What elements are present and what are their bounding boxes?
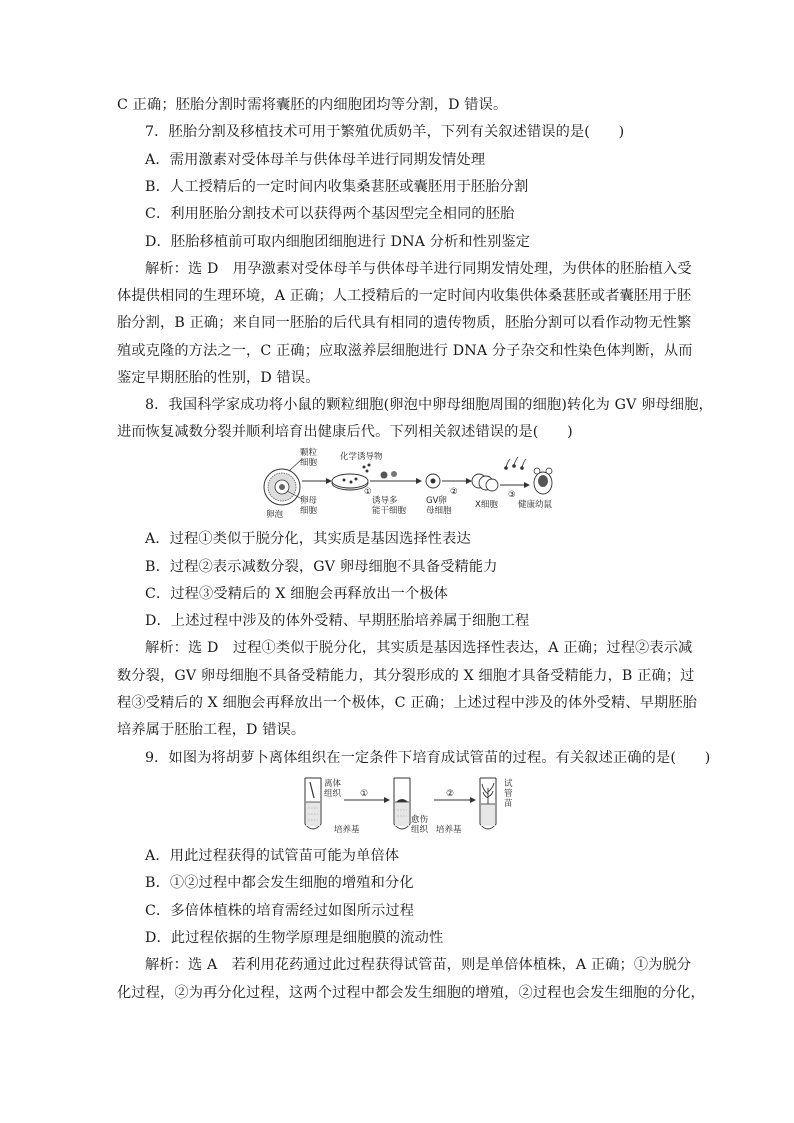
isolated-tissue-label: 离体 [324,779,342,789]
q7-option-b: B．人工授精后的一定时间内收集桑葚胚或囊胚用于胚胎分割 [145,179,529,195]
step-2-label: ② [446,789,455,799]
question-8-stem: 进而恢复减数分裂并顺利培育出健康后代。下列相关叙述错误的是( ) [117,424,573,440]
q9-option-d: D．此过程依据的生物学原理是细胞膜的流动性 [145,930,444,946]
arrow-head [466,478,472,484]
x-cell-label: X细胞 [475,500,498,510]
gv-oocyte-label: GV卵 [426,496,447,506]
oocyte-label: 卵母 [300,496,318,506]
q7-analysis-line: 解析：选 D 用孕激素对受体母羊与供体母羊进行同期发情处理，为供体的胚胎植入受 [145,261,692,277]
q8-option-d: D．上述过程中涉及的体外受精、早期胚胎培养属于细胞工程 [145,613,530,629]
q8-analysis-line: 程③受精后的 X 细胞会再释放出一个极体，C 正确；上述过程中涉及的体外受精、早期胚胎 [117,695,698,711]
q9-analysis-line: 解析：选 A 若利用花药通过此过程获得试管苗，则是单倍体植株，A 正确；①为脱分 [145,957,692,973]
q7-option-a: A．需用激素对受体母羊与供体母羊进行同期发情处理 [145,152,486,168]
arrow-head [470,797,476,803]
seedling-label: 管 [504,789,513,799]
callus-label: 愈伤 [411,815,429,825]
granulosa-label: 颗粒 [300,448,318,458]
q8-option-a: A．过程①类似于脱分化，其实质是基因选择性表达 [145,531,471,547]
tissue-culture-figure [300,772,530,836]
stem-cell-icon [381,471,398,479]
sperm-icon [504,457,526,470]
ivf-process-figure [256,445,566,523]
healthy-pup-label: 健康幼鼠 [518,500,553,510]
q7-analysis-line: 胎分割，B 正确；来自同一胚胎的后代具有相同的遗传物质，胚胎分割可以看作动物无性繁 [117,315,692,331]
medium-label: 培养基 [436,825,462,835]
step-1-label: ① [364,487,372,497]
gv-oocyte-label: 母细胞 [426,506,452,516]
q8-analysis-line: 数分裂，GV 卵母细胞不具备受精能力，其分裂形成的 X 细胞才具备受精能力，B 正确；过 [117,668,695,684]
q9-option-b: B．①②过程中都会发生细胞的增殖和分化 [145,875,414,891]
q8-option-c: C．过程③受精后的 X 细胞会再释放出一个极体 [145,586,448,602]
arrow-head [326,478,332,484]
follicle-icon [264,469,300,505]
gv-oocyte-icon [426,474,440,488]
q7-analysis-line: 体提供相同的生理环境，A 正确；人工授精后的一定时间内收集供体桑葚胚或者囊胚用于胚 [117,288,692,304]
callus-label: 组织 [411,825,429,835]
oocyte-label: 细胞 [300,506,318,516]
mouse-icon [534,468,552,494]
test-tube-3-icon [480,778,496,829]
granulosa-label: 细胞 [300,458,318,468]
step-3-label: ③ [508,490,516,500]
seedling-label: 苗 [504,799,513,809]
medium-label: 培养基 [334,825,360,835]
q8-analysis-line: 培养属于胚胎工程，D 错误。 [117,722,306,738]
q8-option-b: B．过程②表示减数分裂，GV 卵母细胞不具备受精能力 [145,559,498,575]
follicle-label: 卵泡 [266,510,284,520]
isolated-tissue-label: 组织 [324,789,342,799]
test-tube-1-icon [305,778,321,829]
q7-option-c: C．利用胚胎分割技术可以获得两个基因型完全相同的胚胎 [145,206,515,222]
q9-analysis-line: 化过程，②为再分化过程，这两个过程中都会发生细胞的增殖，②过程也会发生细胞的分化， [117,985,705,1001]
culture-dish-icon [332,474,368,490]
q7-option-d: D．胚胎移植前可取内细胞团细胞进行 DNA 分析和性别鉴定 [145,234,531,250]
arrow-head [384,797,390,803]
q7-analysis-line: 鉴定早期胚胎的性别，D 错误。 [117,370,320,386]
arrow-head [524,482,530,488]
step-2-label: ② [450,487,458,497]
question-9-stem: 9．如图为将胡萝卜离体组织在一定条件下培育成试管苗的过程。有关叙述正确的是( ) [145,750,711,766]
q9-option-a: A．用此过程获得的试管苗可能为单倍体 [145,848,400,864]
question-7-stem: 7．胚胎分割及移植技术可用于繁殖优质奶羊，下列有关叙述错误的是( ) [145,124,625,140]
ips-cell-label: 诱导多 [372,496,398,506]
chemical-inducer-label: 化学诱导物 [340,452,383,462]
seedling-label: 试 [504,779,513,789]
text-line: C 正确；胚胎分割时需将囊胚的内细胞团均等分割，D 错误。 [117,97,508,113]
ips-cell-label: 能干细胞 [372,506,407,516]
arrow-head [416,478,422,484]
q8-analysis-line: 解析：选 D 过程①类似于脱分化，其实质是基因选择性表达，A 正确；过程②表示减 [145,640,693,656]
chemical-dots-icon [363,464,371,473]
question-8-stem: 8．我国科学家成功将小鼠的颗粒细胞(卵泡中卵母细胞周围的细胞)转化为 GV 卵母细胞， [145,397,713,413]
step-1-label: ① [360,789,369,799]
x-cell-icon [472,474,498,491]
q9-option-c: C．多倍体植株的培育需经过如图所示过程 [145,903,415,919]
q7-analysis-line: 殖或克隆的方法之一，C 正确；应取滋养层细胞进行 DNA 分子杂交和性染色体判断，从而 [117,343,693,359]
test-tube-2-icon [394,778,410,829]
